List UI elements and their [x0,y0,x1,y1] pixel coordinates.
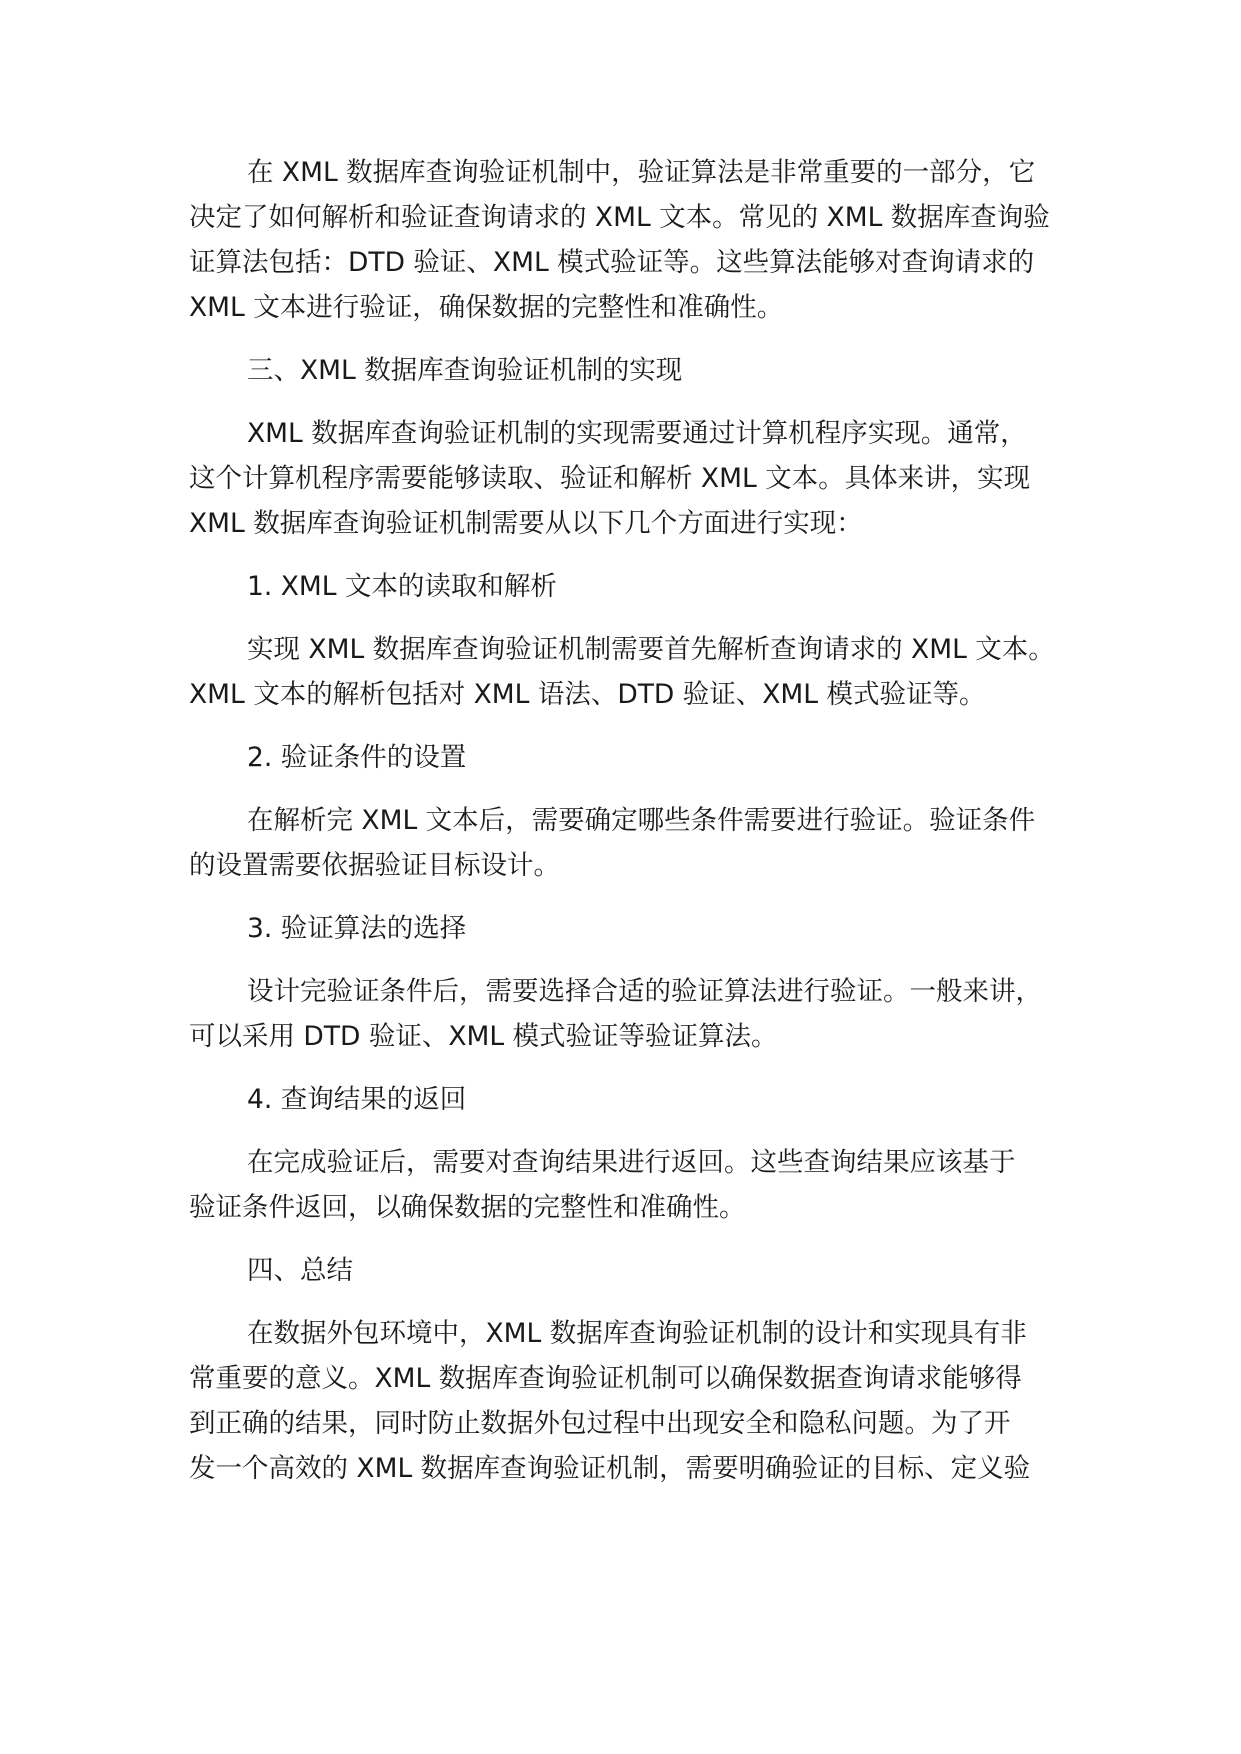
text-line: 验证条件返回，以确保数据的完整性和准确性。 [189,1192,746,1223]
paragraph [189,969,1089,1059]
text-line: 到正确的结果，同时防止数据外包过程中出现安全和隐私问题。为了开 [189,1408,1011,1439]
section-heading [189,564,1089,609]
text-line: 实现 XML 数据库查询验证机制需要首先解析查询请求的 XML 文本。 [247,634,1055,665]
section-heading [189,735,1089,780]
text-line: 在完成验证后，需要对查询结果进行返回。这些查询结果应该基于 [247,1147,1016,1178]
text-line: 决定了如何解析和验证查询请求的 XML 文本。常见的 XML 数据库查询验 [189,202,1050,233]
text-line: 在数据外包环境中，XML 数据库查询验证机制的设计和实现具有非 [247,1318,1027,1349]
section-heading [189,348,1089,393]
section-heading [189,1248,1089,1293]
text-line: XML 数据库查询验证机制的实现需要通过计算机程序实现。通常， [247,418,1027,449]
text-line: XML 数据库查询验证机制需要从以下几个方面进行实现： [189,508,863,539]
text-line: 设计完验证条件后，需要选择合适的验证算法进行验证。一般来讲， [247,976,1042,1007]
text-line: 3. 验证算法的选择 [247,913,467,944]
text-line: 2. 验证条件的设置 [247,742,467,773]
paragraph [189,150,1089,330]
text-line: 这个计算机程序需要能够读取、验证和解析 XML 文本。具体来讲，实现 [189,463,1031,494]
text-line: 发一个高效的 XML 数据库查询验证机制，需要明确验证的目标、定义验 [189,1453,1031,1484]
text-line: 常重要的意义。XML 数据库查询验证机制可以确保数据查询请求能够得 [189,1363,1022,1394]
text-line: 1. XML 文本的读取和解析 [247,571,557,602]
paragraph [189,1140,1089,1230]
section-heading [189,906,1089,951]
section-heading [189,1077,1089,1122]
text-line: 三、XML 数据库查询验证机制的实现 [247,355,683,386]
text-line: 证算法包括：DTD 验证、XML 模式验证等。这些算法能够对查询请求的 [189,247,1035,278]
text-line: 四、总结 [247,1255,353,1286]
paragraph [189,411,1089,546]
document-page [189,150,1089,1509]
paragraph [189,1311,1089,1491]
text-line: XML 文本的解析包括对 XML 语法、DTD 验证、XML 模式验证等。 [189,679,986,710]
text-line: XML 文本进行验证，确保数据的完整性和准确性。 [189,292,784,323]
text-line: 可以采用 DTD 验证、XML 模式验证等验证算法。 [189,1021,778,1052]
paragraph [189,627,1089,717]
paragraph [189,798,1089,888]
text-line: 4. 查询结果的返回 [247,1084,467,1115]
text-line: 在 XML 数据库查询验证机制中，验证算法是非常重要的一部分，它 [247,157,1036,188]
text-line: 的设置需要依据验证目标设计。 [189,850,560,881]
text-line: 在解析完 XML 文本后，需要确定哪些条件需要进行验证。验证条件 [247,805,1036,836]
